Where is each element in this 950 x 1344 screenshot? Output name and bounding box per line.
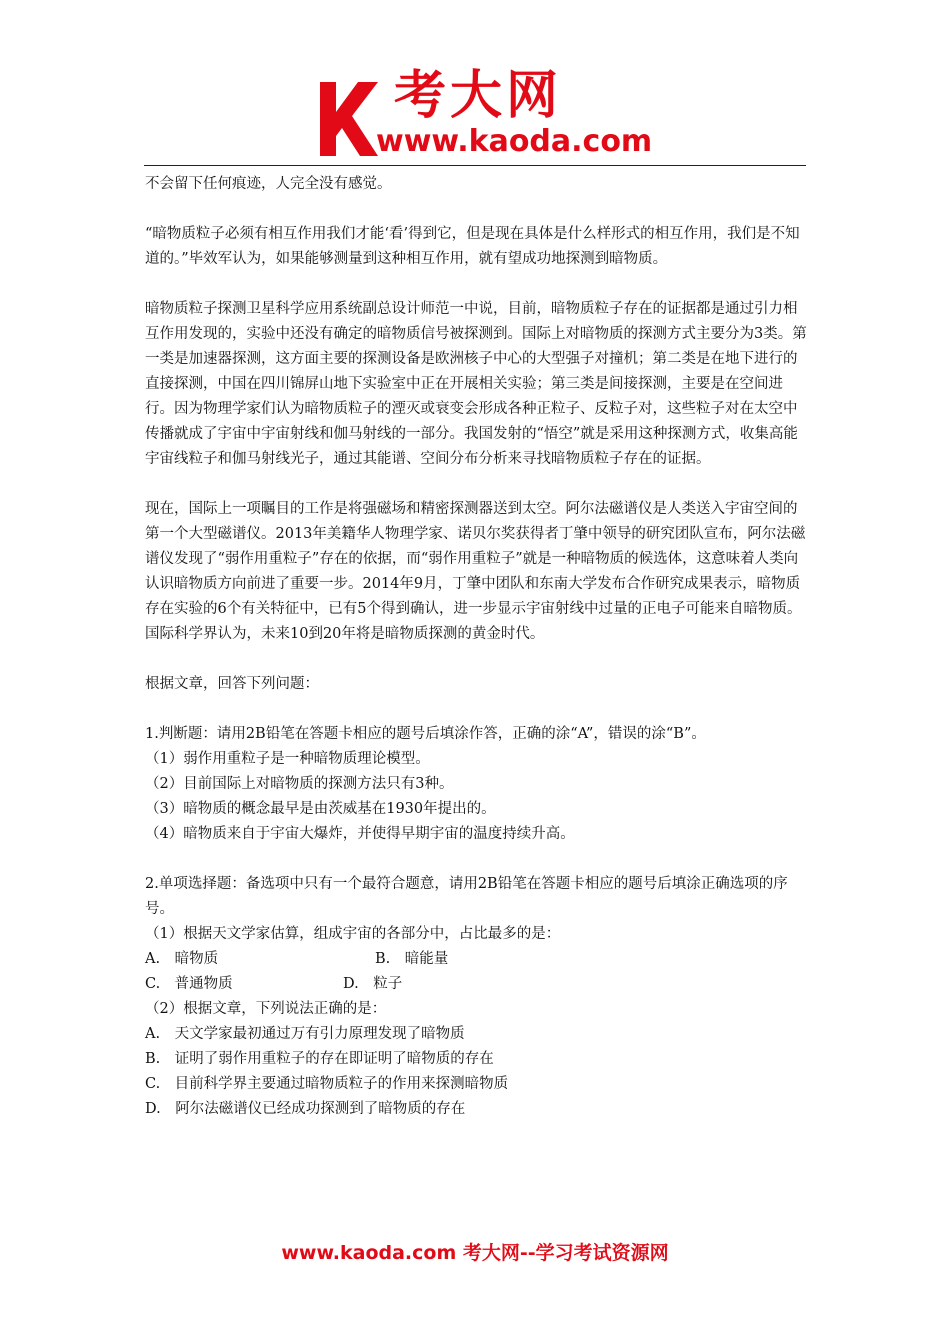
page-footer[interactable]: www.kaoda.com 考大网--学习考试资源网 [281,1242,669,1264]
q2-sub1-stem: （1）根据天文学家估算，组成宇宙的各部分中，占比最多的是： [145,926,561,942]
page-header [0,0,950,170]
q2-stem: 2.单项选择题：备选项中只有一个最符合题意，请用2B铅笔在答题卡相应的题号后填涂正确选项的序号。 [145,876,788,917]
q2-sub1-options-row1 [145,947,810,972]
option-a: A. 天文学家最初通过万有引力原理发现了暗物质 [145,1026,465,1042]
q2-sub2-stem: （2）根据文章，下列说法正确的是： [145,1001,387,1017]
q2-sub1-options-row2 [145,972,810,997]
question-prompt: 根据文章，回答下列问题： [145,676,319,692]
k-logo-icon [318,78,380,158]
option-c: C. 目前科学界主要通过暗物质粒子的作用来探测暗物质 [145,1076,509,1092]
paragraph: 不会留下任何痕迹，人完全没有感觉。 [145,176,392,192]
option-d: D. 粒子 [343,976,403,992]
q1-item: （1）弱作用重粒子是一种暗物质理论模型。 [145,751,430,767]
header-divider [144,165,806,166]
q1-item: （2）目前国际上对暗物质的探测方法只有3种。 [145,776,454,792]
q1-item: （3）暗物质的概念最早是由茨威基在1930年提出的。 [145,801,496,817]
q1-item: （4）暗物质来自于宇宙大爆炸，并使得早期宇宙的温度持续升高。 [145,826,575,842]
option-a: A. 暗物质 [145,951,219,967]
paragraph: 暗物质粒子探测卫星科学应用系统副总设计师范一中说，目前，暗物质粒子存在的证据都是通过引力相互作用发现的，实验中还没有确定的暗物质信号被探测到。国际上对暗物质的探测方式主要分为3类。第一类是加速器探测，这方面主要的探测设备是欧洲核子中心的大型强子对撞机；第二类是在地下进行的直接探测，中国在四川锦屏山地下实验室中正在开展相关实验；第三类是间接探测，主要是在空间进行。因为物理学家们认为暗物质粒子的湮灭或衰变会形成各种正粒子、反粒子对，这些粒子对在太空中传播就成了宇宙中宇宙射线和伽马射线的一部分。我国发射的“悟空”就是采用这种探测方式，收集高能宇宙线粒子和伽马射线光子，通过其能谱、空间分布分析来寻找暗物质粒子存在的证据。 [145,301,807,467]
option-c: C. 普通物质 [145,976,233,992]
logo-text: 考大网 [394,66,563,126]
option-d: D. 阿尔法磁谱仪已经成功探测到了暗物质的存在 [145,1101,466,1117]
q1-stem: 1.判断题：请用2B铅笔在答题卡相应的题号后填涂作答，正确的涂“A”，错误的涂“B”。 [145,726,706,742]
paragraph: 国际科学界认为，未来10到20年将是暗物质探测的黄金时代。 [145,626,545,642]
logo-url: www.kaoda.com [376,124,653,159]
paragraph: “暗物质粒子必须有相互作用我们才能‘看’得到它，但是现在具体是什么样形式的相互作用，我们是不知道的。”毕效军认为，如果能够测量到这种相互作用，就有望成功地探测到暗物质。 [145,226,800,267]
paragraph: 现在，国际上一项瞩目的工作是将强磁场和精密探测器送到太空。阿尔法磁谱仪是人类送入宇宙空间的第一个大型磁谱仪。2013年美籍华人物理学家、诺贝尔奖获得者丁肇中领导的研究团队宣布，阿尔法磁谱仪发现了“弱作用重粒子”存在的依据，而“弱作用重粒子”就是一种暗物质的候选体，这意味着人类向认识暗物质方向前进了重要一步。2014年9月，丁肇中团队和东南大学发布合作研究成果表示，暗物质存在实验的6个有关特征中，已有5个得到确认，进一步显示宇宙射线中过量的正电子可能来自暗物质。 [145,501,806,617]
option-b: B. 证明了弱作用重粒子的存在即证明了暗物质的存在 [145,1051,494,1067]
article-body [145,172,810,1122]
kaoda-logo[interactable] [318,66,653,164]
option-b: B. 暗能量 [375,951,449,967]
